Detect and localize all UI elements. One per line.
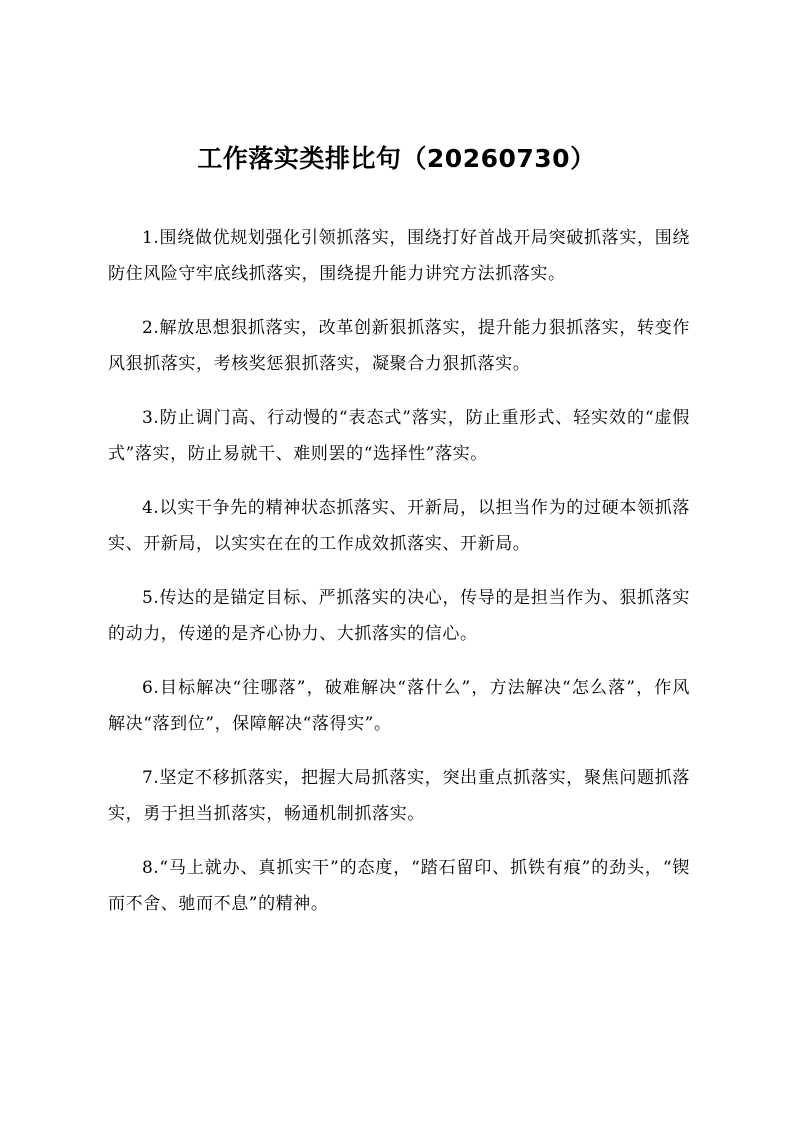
page-title: 工作落实类排比句（20260730） [197,144,596,173]
paragraph-4: 4.以实干争先的精神状态抓落实、开新局，以担当作为的过硬本领抓落实、开新局，以实实在在的工作成效抓落实、开新局。 [108,498,690,554]
document-body [108,220,690,940]
paragraph-7: 7.坚定不移抓落实，把握大局抓落实，突出重点抓落实，聚焦问题抓落实，勇于担当抓落实，畅通机制抓落实。 [108,768,690,824]
paragraph-5: 5.传达的是锚定目标、严抓落实的决心，传导的是担当作为、狠抓落实的动力，传递的是齐心协力、大抓落实的信心。 [108,588,690,644]
paragraph-1: 1.围绕做优规划强化引领抓落实，围绕打好首战开局突破抓落实，围绕防住风险守牢底线抓落实，围绕提升能力讲究方法抓落实。 [108,228,690,284]
paragraph-3: 3.防止调门高、行动慢的“表态式”落实，防止重形式、轻实效的“虚假式”落实，防止易就干、难则罢的“选择性”落实。 [108,408,690,464]
paragraph-8: 8.“马上就办、真抓实干”的态度，“踏石留印、抓铁有痕”的劲头，“锲而不舍、驰而不息”的精神。 [108,858,690,914]
paragraph-2: 2.解放思想狠抓落实，改革创新狠抓落实，提升能力狠抓落实，转变作风狠抓落实，考核奖惩狠抓落实，凝聚合力狠抓落实。 [108,318,690,374]
paragraph-6: 6.目标解决“往哪落”，破难解决“落什么”，方法解决“怎么落”，作风解决“落到位”，保障解决“落得实”。 [108,678,690,734]
